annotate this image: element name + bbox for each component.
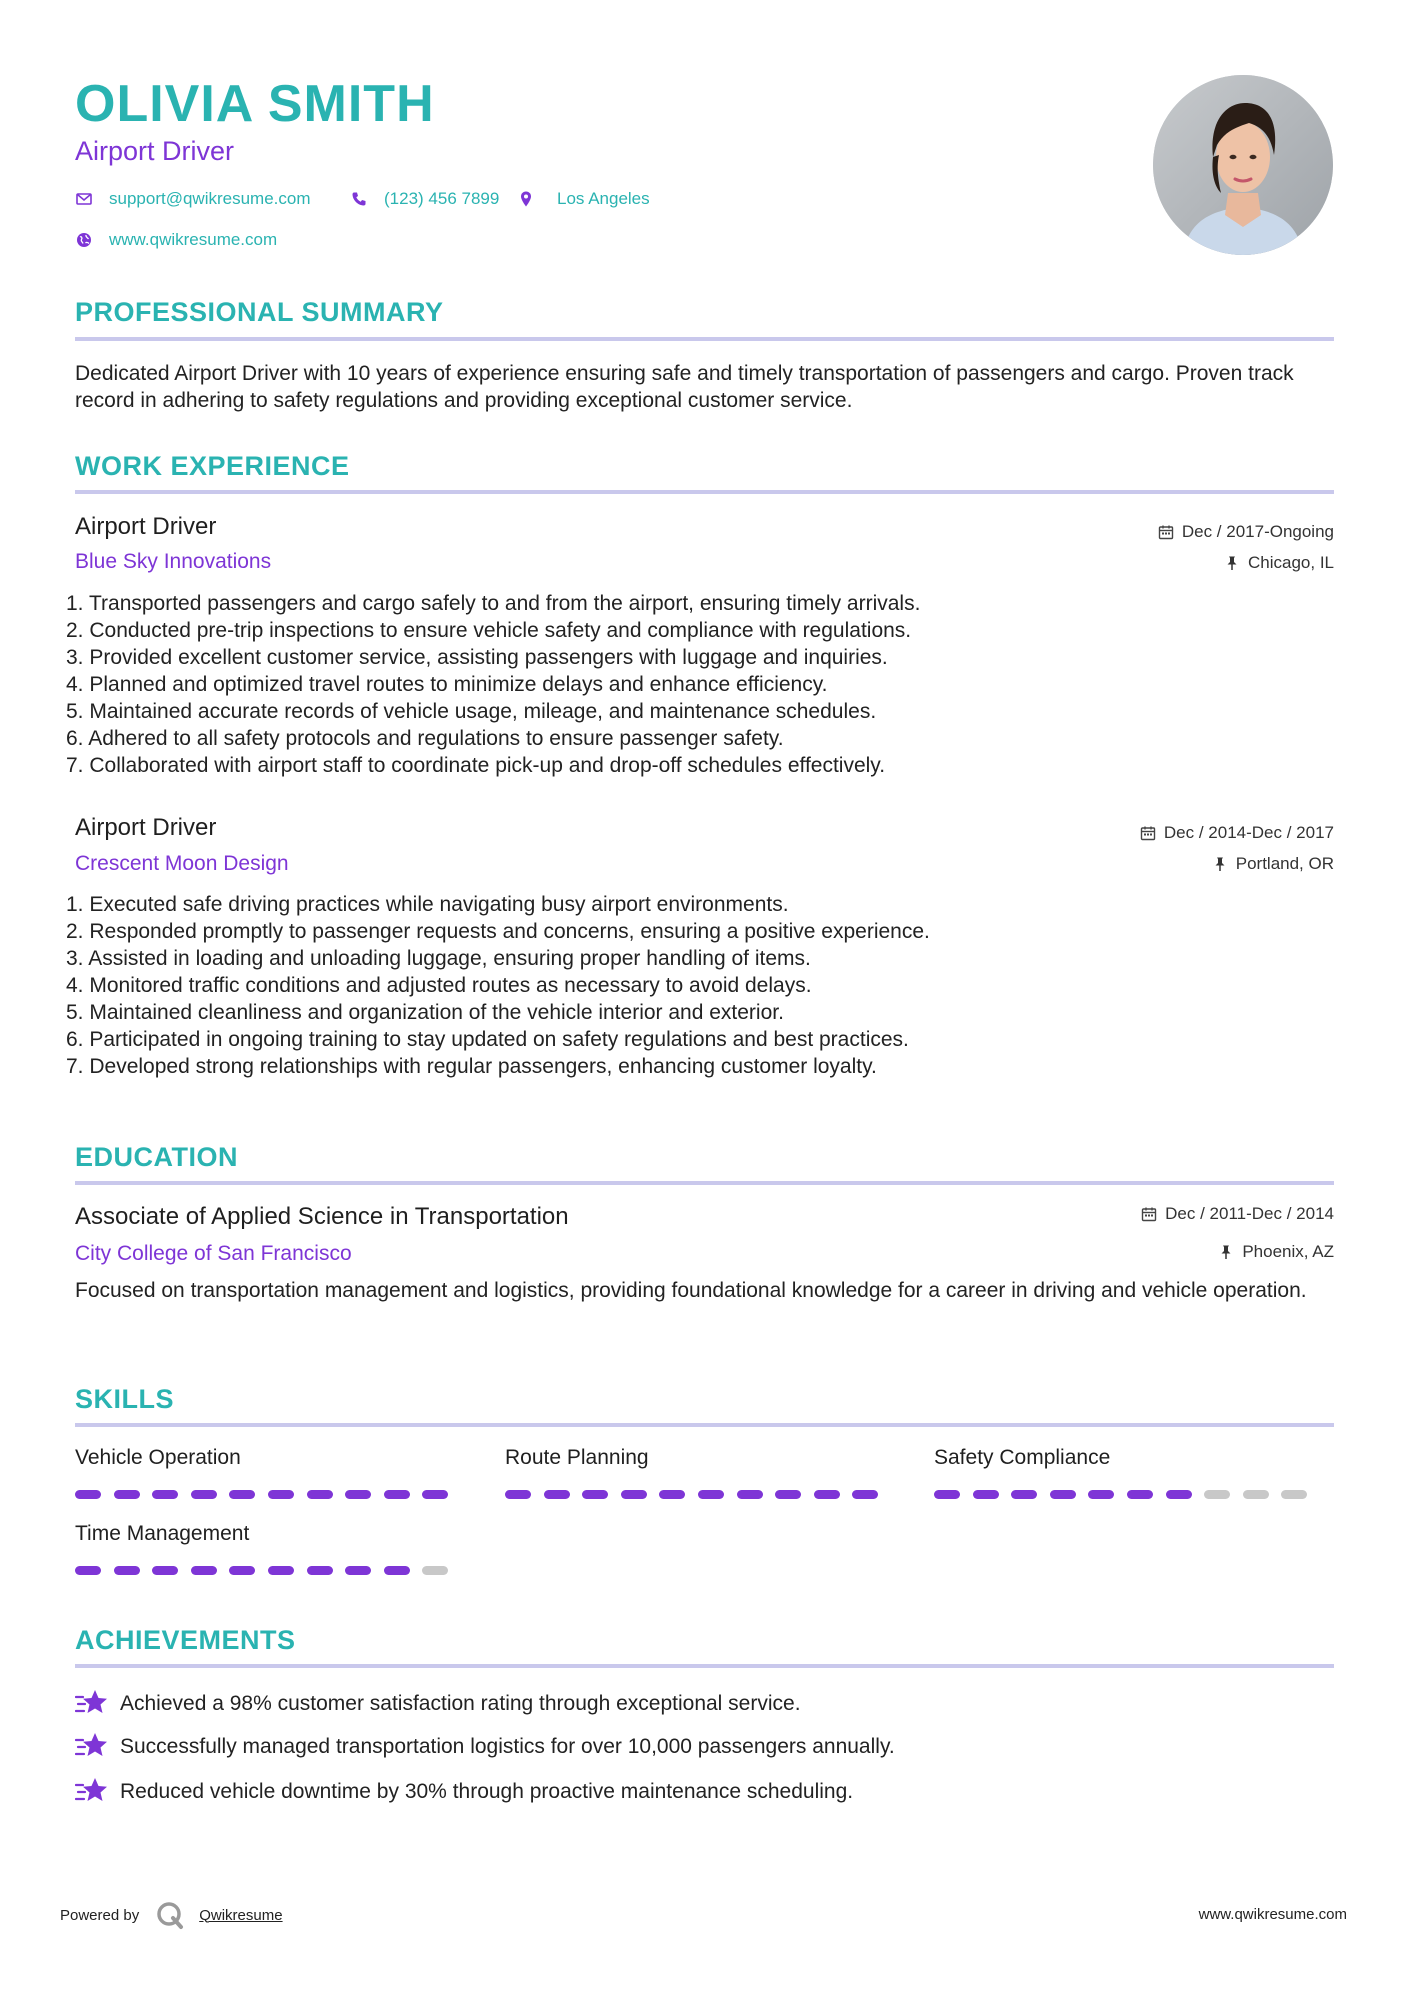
- skill-bar-filled: [191, 1566, 217, 1575]
- skill-bar-filled: [75, 1490, 101, 1499]
- skill-bar-filled: [1166, 1490, 1192, 1499]
- star-icon: [75, 1688, 109, 1718]
- skill-bar-filled: [114, 1490, 140, 1499]
- job-1-responsibilities: [66, 590, 1266, 779]
- education-location-text: Phoenix, AZ: [1242, 1242, 1334, 1261]
- profile-photo: [1153, 75, 1333, 255]
- education-dates: [1141, 1203, 1334, 1225]
- skills-heading: SKILLS: [75, 1384, 175, 1414]
- qwikresume-logo-icon: [155, 1900, 185, 1930]
- skill-bar-filled: [1050, 1490, 1076, 1499]
- section-divider: [75, 490, 1334, 494]
- skill-bar-filled: [1011, 1490, 1037, 1499]
- section-divider: [75, 1664, 1334, 1668]
- skill-time-management: [75, 1520, 461, 1575]
- job-1-dates-text: Dec / 2017-Ongoing: [1181, 522, 1334, 541]
- skill-bar-filled: [775, 1490, 801, 1499]
- section-divider: [75, 1181, 1334, 1185]
- job-1-dates: [1158, 521, 1334, 543]
- skill-bar-filled: [114, 1566, 140, 1575]
- list-item: 5. Maintained accurate records of vehicle usage, mileage, and maintenance schedules.: [66, 700, 877, 723]
- footer-website[interactable]: www.qwikresume.com: [1198, 1906, 1347, 1923]
- skill-bar-filled: [505, 1490, 531, 1499]
- powered-by-label: Powered by: [60, 1906, 140, 1924]
- skill-bar-filled: [814, 1490, 840, 1499]
- education-description: Focused on transportation management and logistics, providing foundational knowledge for a career in driving and vehicle operation.: [75, 1279, 1307, 1302]
- skill-bar-filled: [737, 1490, 763, 1499]
- skill-bar-filled: [934, 1490, 960, 1499]
- skill-bar-filled: [152, 1490, 178, 1499]
- skill-bar-filled: [229, 1566, 255, 1575]
- skill-bar-filled: [698, 1490, 724, 1499]
- skill-route-planning: [505, 1444, 891, 1499]
- list-item: 2. Responded promptly to passenger requests and concerns, ensuring a positive experience.: [66, 920, 930, 943]
- experience-heading: WORK EXPERIENCE: [75, 451, 350, 481]
- skill-rating: [505, 1490, 891, 1499]
- list-item: 1. Transported passengers and cargo safely to and from the airport, ensuring timely arrivals.: [66, 592, 921, 615]
- degree-title: Associate of Applied Science in Transportation: [75, 1203, 569, 1230]
- skill-bar-empty: [422, 1566, 448, 1575]
- achievement-text: Successfully managed transportation logistics for over 10,000 passengers annually.: [120, 1734, 895, 1758]
- job-2-location-text: Portland, OR: [1235, 854, 1334, 873]
- skill-bar-filled: [621, 1490, 647, 1499]
- skill-bar-filled: [229, 1490, 255, 1499]
- globe-icon: [75, 231, 93, 249]
- achievements-heading: ACHIEVEMENTS: [75, 1625, 296, 1655]
- pushpin-icon: [1224, 555, 1240, 571]
- footer-powered-by: [60, 1900, 283, 1930]
- school-name: City College of San Francisco: [75, 1242, 352, 1265]
- skill-bar-empty: [1204, 1490, 1230, 1499]
- skill-bar-filled: [152, 1566, 178, 1575]
- skill-bar-empty: [1281, 1490, 1307, 1499]
- pushpin-icon: [1218, 1244, 1234, 1260]
- skill-name: Route Planning: [505, 1446, 649, 1469]
- email-text: support@qwikresume.com: [109, 189, 311, 208]
- achievement-item: [75, 1731, 895, 1761]
- skill-bar-filled: [659, 1490, 685, 1499]
- list-item: 2. Conducted pre-trip inspections to ensure vehicle safety and compliance with regulations.: [66, 619, 912, 642]
- section-divider: [75, 1423, 1334, 1427]
- job-2-role: Airport Driver: [75, 814, 217, 841]
- skill-bar-filled: [75, 1566, 101, 1575]
- skill-bar-filled: [307, 1490, 333, 1499]
- education-heading: EDUCATION: [75, 1142, 238, 1172]
- section-divider: [75, 337, 1334, 341]
- star-icon: [75, 1731, 109, 1761]
- list-item: 3. Assisted in loading and unloading luggage, ensuring proper handling of items.: [66, 947, 811, 970]
- candidate-name: OLIVIA SMITH: [75, 75, 435, 133]
- summary-text: Dedicated Airport Driver with 10 years of experience ensuring safe and timely transportation of passengers and cargo. Proven track record in adhering to safety regulations and providing exceptional customer service.: [75, 362, 1294, 412]
- star-icon: [75, 1776, 109, 1806]
- list-item: 3. Provided excellent customer service, assisting passengers with luggage and inquiries.: [66, 646, 888, 669]
- skill-bar-filled: [384, 1490, 410, 1499]
- phone-text: (123) 456 7899: [384, 189, 500, 208]
- skill-name: Vehicle Operation: [75, 1446, 241, 1469]
- calendar-icon: [1141, 1206, 1157, 1222]
- skill-safety-compliance: [934, 1444, 1320, 1499]
- achievement-text: Reduced vehicle downtime by 30% through proactive maintenance scheduling.: [120, 1779, 854, 1803]
- summary-heading: PROFESSIONAL SUMMARY: [75, 297, 444, 327]
- skill-bar-filled: [422, 1490, 448, 1499]
- list-item: 4. Planned and optimized travel routes to minimize delays and enhance efficiency.: [66, 673, 828, 696]
- skill-bar-filled: [307, 1566, 333, 1575]
- candidate-title: Airport Driver: [75, 136, 235, 166]
- website-text: www.qwikresume.com: [109, 230, 278, 249]
- job-2-dates-text: Dec / 2014-Dec / 2017: [1163, 823, 1334, 842]
- skill-bar-filled: [1088, 1490, 1114, 1499]
- envelope-icon: [75, 190, 93, 208]
- skill-bar-filled: [852, 1490, 878, 1499]
- skill-rating: [75, 1566, 461, 1575]
- skill-bar-filled: [345, 1490, 371, 1499]
- job-1-company: Blue Sky Innovations: [75, 550, 272, 573]
- skill-vehicle-operation: [75, 1444, 461, 1499]
- education-location: [1218, 1241, 1334, 1263]
- skill-bar-filled: [544, 1490, 570, 1499]
- skill-name: Safety Compliance: [934, 1446, 1111, 1469]
- pushpin-icon: [1212, 856, 1228, 872]
- contact-email[interactable]: [75, 188, 311, 210]
- qwikresume-link[interactable]: Qwikresume: [199, 1906, 283, 1924]
- skill-bar-empty: [1243, 1490, 1269, 1499]
- phone-icon: [350, 190, 368, 208]
- skill-rating: [75, 1490, 461, 1499]
- achievement-item: [75, 1776, 853, 1806]
- achievement-item: [75, 1688, 801, 1718]
- list-item: 4. Monitored traffic conditions and adjusted routes as necessary to avoid delays.: [66, 974, 812, 997]
- skill-bar-filled: [345, 1566, 371, 1575]
- skill-rating: [934, 1490, 1320, 1499]
- job-2-responsibilities: [66, 891, 1266, 1080]
- job-1-location: [1224, 552, 1334, 574]
- list-item: 6. Participated in ongoing training to stay updated on safety regulations and best practices.: [66, 1028, 909, 1051]
- calendar-icon: [1158, 524, 1174, 540]
- skill-bar-filled: [1127, 1490, 1153, 1499]
- skill-name: Time Management: [75, 1522, 250, 1545]
- skill-bar-filled: [582, 1490, 608, 1499]
- contact-phone[interactable]: [350, 188, 499, 210]
- education-dates-text: Dec / 2011-Dec / 2014: [1165, 1204, 1334, 1223]
- skill-bar-filled: [973, 1490, 999, 1499]
- contact-location: [517, 188, 650, 210]
- skill-bar-filled: [384, 1566, 410, 1575]
- skill-bar-filled: [268, 1490, 294, 1499]
- skill-bar-filled: [191, 1490, 217, 1499]
- list-item: 6. Adhered to all safety protocols and regulations to ensure passenger safety.: [66, 727, 784, 750]
- list-item: 7. Developed strong relationships with regular passengers, enhancing customer loyalty.: [66, 1055, 877, 1078]
- achievement-text: Achieved a 98% customer satisfaction rating through exceptional service.: [120, 1691, 801, 1715]
- list-item: 1. Executed safe driving practices while navigating busy airport environments.: [66, 893, 789, 916]
- job-2-dates: [1140, 822, 1334, 844]
- job-1-role: Airport Driver: [75, 513, 217, 540]
- job-1-location-text: Chicago, IL: [1248, 553, 1334, 572]
- skill-bar-filled: [268, 1566, 294, 1575]
- contact-website[interactable]: [75, 229, 277, 251]
- list-item: 5. Maintained cleanliness and organization of the vehicle interior and exterior.: [66, 1001, 784, 1024]
- calendar-icon: [1140, 825, 1156, 841]
- location-text: Los Angeles: [557, 189, 650, 208]
- map-pin-icon: [517, 190, 535, 208]
- job-2-company: Crescent Moon Design: [75, 852, 289, 875]
- list-item: 7. Collaborated with airport staff to coordinate pick-up and drop-off schedules effectively.: [66, 754, 886, 777]
- job-2-location: [1212, 853, 1334, 875]
